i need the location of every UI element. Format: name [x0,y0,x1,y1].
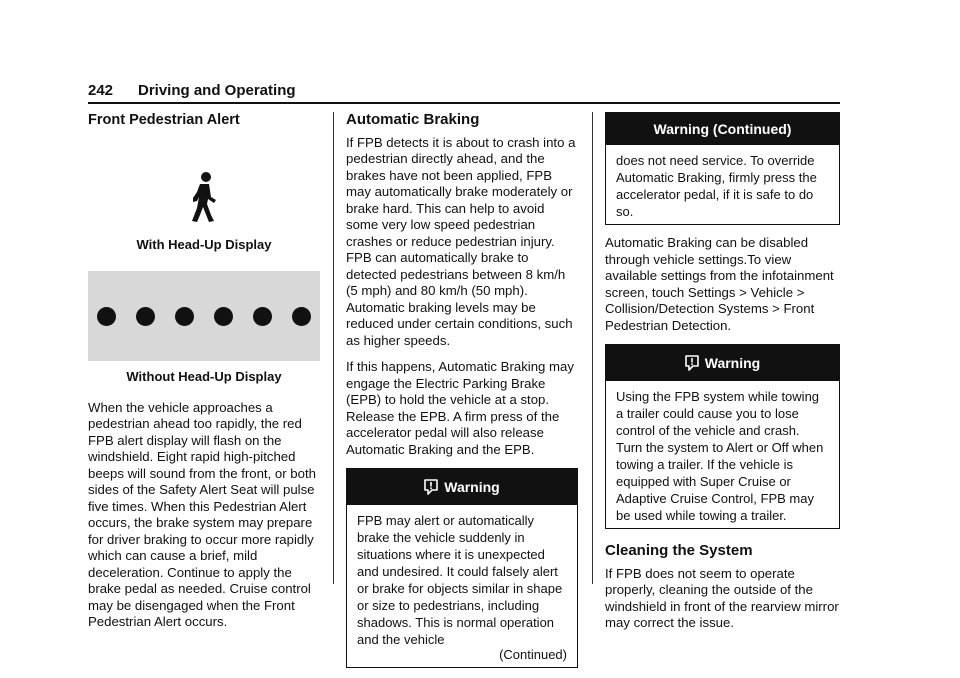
alert-dot-icon [136,307,155,326]
column-2 [346,112,578,678]
hud-figure [88,171,320,386]
warning-continued-box [605,112,840,225]
alert-dot-icon [253,307,272,326]
paragraph-epb: If this happens, Automatic Braking may engage the Electric Parking Brake (EPB) to hold the vehicle at a stop. Release the EPB. A firm press of the accelerator pedal will also release Automatic Braking and the EPB. [346,359,574,457]
warning-title: Warning [444,479,500,495]
column-1 [88,112,320,641]
warning-icon [424,479,438,495]
warning-text: FPB may alert or automatically brake the vehicle suddenly in situations where it is unexpected and undesired. It could falsely alert or brake for objects similar in shape or size to pedestrians, including shadows. This is normal operation and the vehicle [357,513,563,647]
heading-cleaning-system: Cleaning the System [605,542,753,559]
warning-header [347,469,577,505]
warning-body [347,505,577,667]
alert-dot-icon [97,307,116,326]
paragraph-disable-settings: Automatic Braking can be disabled through vehicle settings.To view available settings from the infotainment screen, touch Settings > Vehicle > Collision/Detection Systems > Front Pedestrian Detection. [605,235,834,333]
warning-icon [685,355,699,371]
alert-display-panel [88,271,320,361]
column-divider [592,112,593,584]
alert-dot-icon [175,307,194,326]
warning-continued-header: Warning (Continued) [606,113,839,145]
column-3 [605,112,840,642]
pedestrian-icon [189,171,219,223]
caption-without-hud: Without Head-Up Display [126,369,282,384]
paragraph-alert-description: When the vehicle approaches a pedestrian ahead too rapidly, the red FPB alert display will flash on the windshield. Eight rapid high-pitched beeps will sound from the front, or both sides of the Safety Alert Seat will pulse five times. When this Pedestrian Alert occurs, the brake system may prepare for driver braking to occur more rapidly which can cause a brief, mild deceleration. Continue to apply the brake pedal as needed. Cruise control may be disengaged when the Front Pedestrian Alert occurs. [88,399,316,629]
warning-towing-header [606,345,839,381]
page-number: 242 [88,82,114,99]
section-title: Driving and Operating [138,82,296,99]
paragraph-automatic-braking: If FPB detects it is about to crash into a pedestrian directly ahead, and the brakes have not been applied, FPB may automatically brake moderately or brake hard. This can help to avoid some very low speed pedestrian crashes or reduce pedestrian injury. FPB can automatically brake to detected pedestrians between 8 km/h (5 mph) and 80 km/h (50 mph). Automatic braking levels may be reduced under certain conditions, such as higher speeds. [346,134,576,348]
warning-towing-box [605,344,840,529]
paragraph-cleaning: If FPB does not seem to operate properly, cleaning the outside of the windshield in front of the rearview mirror may correct the issue. [605,565,839,630]
page-header [88,82,840,104]
heading-automatic-braking: Automatic Braking [346,111,480,128]
caption-with-hud: With Head-Up Display [136,236,272,252]
column-divider [333,112,334,584]
warning-towing-text: Using the FPB system while towing a trailer could cause you to lose control of the vehicle and crash. Turn the system to Alert or Off when towing a trailer. If the vehicle is equipped with Super Cruise or Adaptive Cruise Control, FPB may be used while towing a trailer. [616,389,824,523]
warning-box [346,468,578,668]
continued-label: (Continued) [499,647,567,662]
alert-dot-icon [214,307,233,326]
header-rule [88,102,840,104]
alert-dots [97,307,311,326]
warning-towing-title: Warning [704,355,761,371]
alert-dot-icon [292,307,311,326]
heading-front-pedestrian-alert: Front Pedestrian Alert [88,112,240,128]
warning-continued-text: does not need service. To override Automatic Braking, firmly press the accelerator pedal, if it is safe to do so. [616,153,817,219]
